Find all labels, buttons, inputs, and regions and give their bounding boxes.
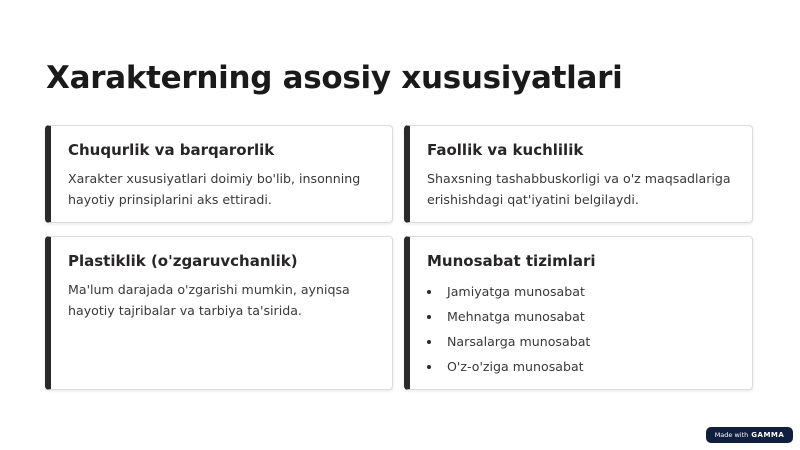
card-heading: Munosabat tizimlari (427, 252, 596, 270)
bullet-icon (427, 340, 431, 344)
card-heading: Chuqurlik va barqarorlik (68, 141, 275, 159)
badge-prefix: Made with (714, 431, 749, 439)
list-item-label: Jamiyatga munosabat (447, 284, 585, 299)
bullet-icon (427, 290, 431, 294)
card-text: Shaxsning tashabbuskorligi va o'z maqsadlariga erishishdagi qat'iyatini belgilaydi. (427, 171, 731, 207)
card-heading: Plastiklik (o'zgaruvchanlik) (68, 252, 298, 270)
card-relationship-systems (404, 236, 753, 390)
gamma-logo-icon: GAMMA (751, 431, 785, 439)
slide-title: Xarakterning asosiy xususiyatlari (46, 60, 623, 96)
list-item (427, 279, 736, 304)
card-heading: Faollik va kuchlilik (427, 141, 584, 159)
bullet-icon (427, 365, 431, 369)
list-item (427, 354, 736, 379)
bullet-icon (427, 315, 431, 319)
card-depth-stability (45, 125, 393, 223)
relationship-list (427, 279, 736, 379)
list-item-label: O'z-o'ziga munosabat (447, 359, 584, 374)
card-text: Ma'lum darajada o'zgarishi mumkin, ayniqsa hayotiy tajribalar va tarbiya ta'sirida. (68, 282, 350, 318)
list-item (427, 329, 736, 354)
made-with-gamma-badge[interactable] (706, 427, 793, 443)
list-item (427, 304, 736, 329)
card-plasticity (45, 236, 393, 390)
list-item-label: Narsalarga munosabat (447, 334, 591, 349)
list-item-label: Mehnatga munosabat (447, 309, 585, 324)
card-activity-strength (404, 125, 753, 223)
card-text: Xarakter xususiyatlari doimiy bo'lib, insonning hayotiy prinsiplarini aks ettiradi. (68, 171, 361, 207)
